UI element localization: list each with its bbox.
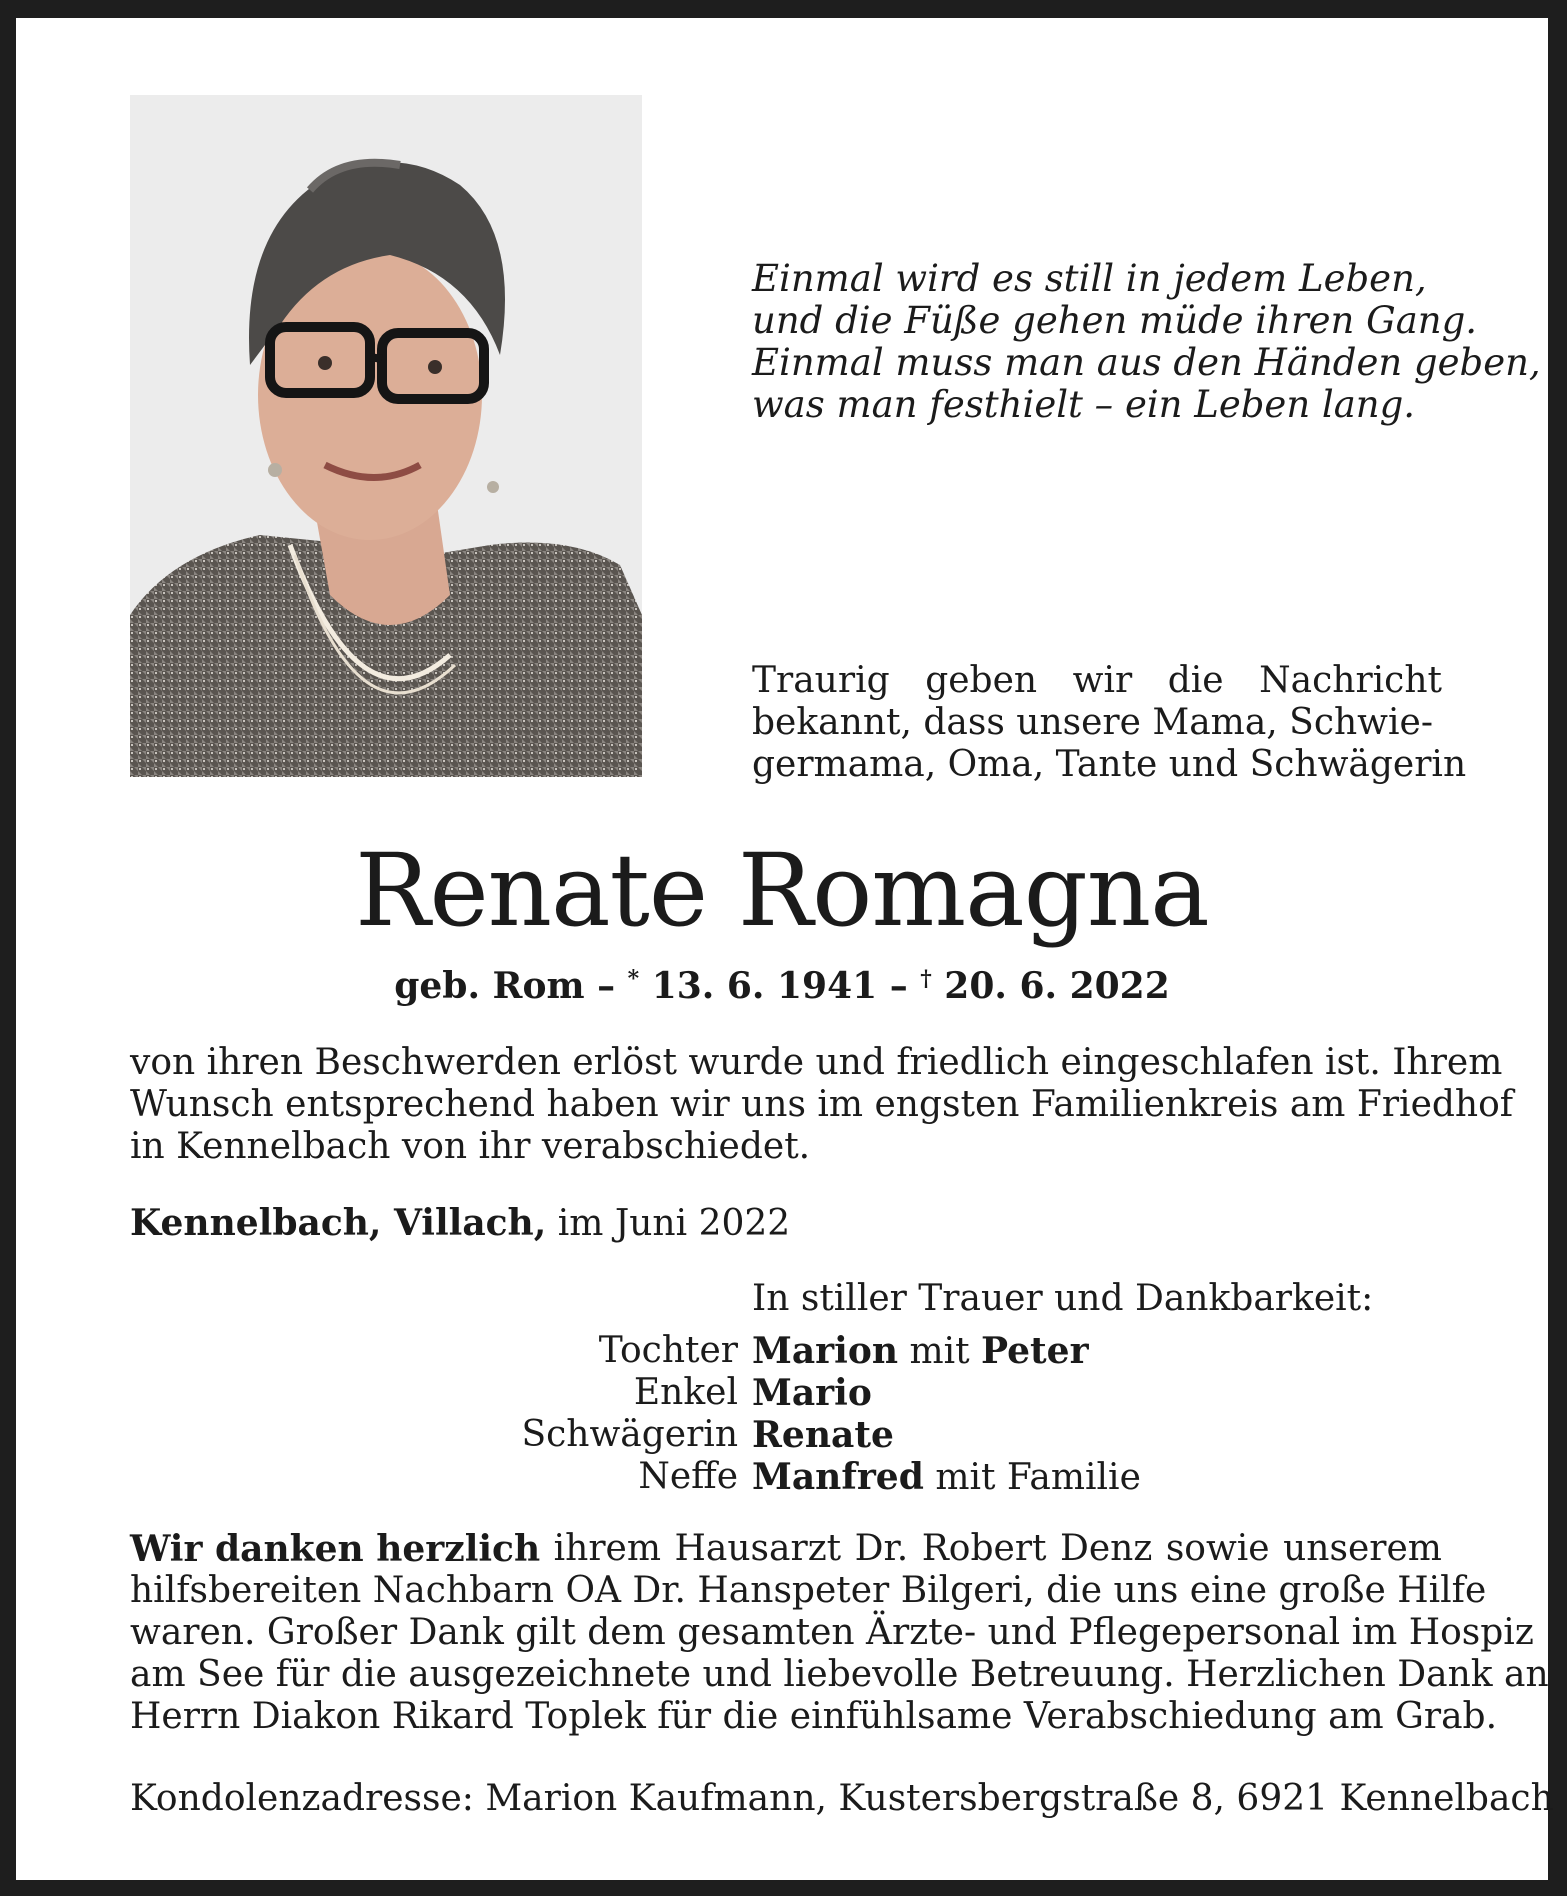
maiden-name: geb. Rom – <box>394 965 628 1007</box>
mourner-connector: mit <box>898 1331 982 1372</box>
mourner-relation: Tochter <box>598 1330 738 1371</box>
birth-date: 13. 6. 1941 – <box>639 965 921 1007</box>
thanks-line: hilfsbereiten Nachbarn OA Dr. Hanspeter Bilgeri, die uns eine große Hilfe <box>130 1570 1487 1611</box>
thanks-word: Robert <box>921 1528 1047 1569</box>
life-dates <box>16 965 1548 1007</box>
mourner-name: Manfred <box>752 1456 924 1498</box>
mourners-list <box>16 1330 1548 1498</box>
mourners-heading: In stiller Trauer und Dankbarkeit: <box>752 1278 1374 1319</box>
mourner-suffix: mit Familie <box>923 1457 1141 1498</box>
intro-word: Traurig <box>752 660 890 701</box>
mourner-names <box>752 1330 1089 1373</box>
portrait-photo <box>130 95 642 777</box>
mourner-relation: Enkel <box>633 1372 738 1413</box>
places: Kennelbach, Villach, <box>130 1202 547 1244</box>
thanks-lead: Wir danken herzlich <box>130 1528 541 1570</box>
verse-line: Einmal muss man aus den Händen geben, <box>752 341 1541 384</box>
mourner-relation: Neffe <box>638 1456 738 1497</box>
mourner-name: Renate <box>752 1414 894 1456</box>
memorial-verse <box>752 257 1541 426</box>
intro-line: germama, Oma, Tante und Schwägerin <box>752 744 1467 785</box>
thanks-word: Dr. <box>854 1528 909 1569</box>
deceased-name: Renate Romagna <box>355 832 1209 949</box>
mourner-row <box>16 1372 1548 1414</box>
mourner-row <box>16 1456 1548 1498</box>
mourner-name2: Peter <box>981 1330 1089 1372</box>
thanks-word: unserem <box>1283 1528 1442 1569</box>
intro-word: die <box>1167 660 1224 701</box>
birth-symbol: * <box>627 966 640 992</box>
intro-word: geben <box>925 660 1038 701</box>
intro-line: bekannt, dass unsere Mama, Schwie- <box>752 702 1433 743</box>
condolence-address: Kondolenzadresse: Marion Kaufmann, Kustersbergstraße 8, 6921 Kennelbach <box>130 1778 1554 1819</box>
body-line: in Kennelbach von ihr verabschiedet. <box>130 1126 811 1167</box>
thanks-line <box>130 1528 1442 1570</box>
mourner-names <box>752 1456 1141 1499</box>
mourner-names <box>752 1372 872 1415</box>
mourner-relation: Schwägerin <box>521 1414 738 1455</box>
thanks-word: Denz <box>1060 1528 1153 1569</box>
thanks-word: ihrem <box>553 1528 661 1569</box>
intro-word: wir <box>1072 660 1133 701</box>
verse-line: und die Füße gehen müde ihren Gang. <box>752 299 1478 342</box>
mourner-name: Mario <box>752 1372 872 1414</box>
intro-word: Nachricht <box>1259 660 1442 701</box>
announcement-intro <box>752 660 1467 786</box>
mourner-names <box>752 1414 894 1457</box>
portrait-illustration <box>130 95 642 777</box>
verse-line: Einmal wird es still in jedem Leben, <box>752 257 1427 300</box>
intro-line <box>752 660 1442 702</box>
mourner-row <box>16 1414 1548 1456</box>
acknowledgements <box>130 1528 1549 1738</box>
body-line: von ihren Beschwerden erlöst wurde und friedlich eingeschlafen ist. Ihrem <box>130 1042 1503 1083</box>
mourner-name: Marion <box>752 1330 899 1372</box>
thanks-word: sowie <box>1165 1528 1270 1569</box>
death-symbol: † <box>920 966 932 992</box>
place-and-date <box>130 1202 790 1245</box>
thanks-line: Herrn Diakon Rikard Toplek für die einfühlsame Verabschiedung am Grab. <box>130 1696 1498 1737</box>
thanks-line: am See für die ausgezeichnete und liebevolle Betreuung. Herzlichen Dank an <box>130 1654 1549 1695</box>
date: im Juni 2022 <box>546 1203 791 1244</box>
obituary-card <box>16 18 1554 1880</box>
thanks-word: Hausarzt <box>674 1528 842 1569</box>
verse-line: was man festhielt – ein Leben lang. <box>752 383 1416 426</box>
death-date: 20. 6. 2022 <box>931 965 1170 1007</box>
announcement-body <box>130 1042 1514 1168</box>
mourner-row <box>16 1330 1548 1372</box>
thanks-line: waren. Großer Dank gilt dem gesamten Ärzte- und Pflegepersonal im Hospiz <box>130 1612 1534 1653</box>
body-line: Wunsch entsprechend haben wir uns im engsten Familienkreis am Friedhof <box>130 1084 1514 1125</box>
